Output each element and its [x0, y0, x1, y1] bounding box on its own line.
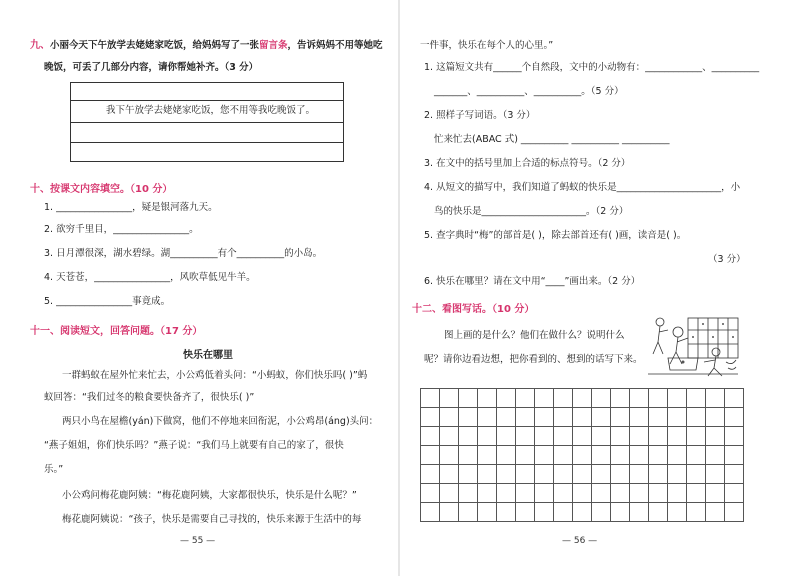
grid-cell[interactable]	[611, 427, 630, 446]
rq-4b: 鸟的快乐是______________________。（2 分）	[434, 206, 629, 217]
grid-cell[interactable]	[516, 503, 535, 522]
grid-cell[interactable]	[725, 503, 744, 522]
grid-cell[interactable]	[668, 446, 687, 465]
grid-cell[interactable]	[630, 446, 649, 465]
grid-cell[interactable]	[687, 389, 706, 408]
grid-cell[interactable]	[554, 503, 573, 522]
rq-2-example: 忙来忙去(ABAC 式) __________ __________ __________	[434, 134, 670, 145]
grid-cell[interactable]	[554, 484, 573, 503]
grid-cell[interactable]	[440, 389, 459, 408]
grid-cell[interactable]	[668, 465, 687, 484]
grid-cell[interactable]	[497, 465, 516, 484]
box-line-2	[70, 100, 344, 101]
story-line-5: 乐。”	[44, 464, 64, 475]
q11-title: 十一、阅读短文，回答问题。（17 分）	[30, 326, 203, 337]
grid-cell[interactable]	[592, 408, 611, 427]
grid-cell[interactable]	[687, 427, 706, 446]
grid-cell[interactable]	[725, 408, 744, 427]
q10-title: 十、按课文内容填空。（10 分）	[30, 184, 173, 195]
grid-cell[interactable]	[516, 484, 535, 503]
grid-cell[interactable]	[478, 389, 497, 408]
grid-cell[interactable]	[611, 446, 630, 465]
rq-1a: 1. 这篇短文共有______个自然段，文中的小动物有：____________、__________	[424, 62, 760, 73]
grid-cell[interactable]	[554, 408, 573, 427]
grid-cell[interactable]	[459, 446, 478, 465]
grid-cell[interactable]	[516, 427, 535, 446]
q10-item-1: 1. ________________，疑是银河落九天。	[44, 202, 218, 213]
grid-cell[interactable]	[573, 427, 592, 446]
grid-cell[interactable]	[440, 446, 459, 465]
grid-cell[interactable]	[440, 484, 459, 503]
grid-cell[interactable]	[706, 408, 725, 427]
grid-cell[interactable]	[592, 503, 611, 522]
grid-cell[interactable]	[535, 484, 554, 503]
grid-cell[interactable]	[649, 408, 668, 427]
grid-cell[interactable]	[611, 408, 630, 427]
grid-cell[interactable]	[478, 408, 497, 427]
grid-cell[interactable]	[649, 446, 668, 465]
grid-cell[interactable]	[592, 484, 611, 503]
grid-cell[interactable]	[554, 446, 573, 465]
page-fold	[398, 0, 400, 576]
grid-cell[interactable]	[687, 465, 706, 484]
grid-cell[interactable]	[573, 446, 592, 465]
grid-cell[interactable]	[421, 427, 440, 446]
grid-cell[interactable]	[535, 427, 554, 446]
grid-cell[interactable]	[535, 503, 554, 522]
grid-cell[interactable]	[497, 446, 516, 465]
grid-cell[interactable]	[478, 503, 497, 522]
rq-6: 6. 快乐在哪里？请在文中用“____”画出来。（2 分）	[424, 276, 641, 287]
message-note-box	[70, 82, 344, 162]
grid-cell[interactable]	[535, 408, 554, 427]
grid-cell[interactable]	[706, 427, 725, 446]
grid-cell[interactable]	[592, 427, 611, 446]
grid-cell[interactable]	[497, 503, 516, 522]
grid-cell[interactable]	[478, 484, 497, 503]
grid-cell[interactable]	[573, 389, 592, 408]
grid-cell[interactable]	[421, 408, 440, 427]
grid-cell[interactable]	[440, 465, 459, 484]
story-line-6: 小公鸡问梅花鹿阿姨：“梅花鹿阿姨，大家都很快乐，快乐是什么呢？”	[62, 490, 357, 501]
grid-cell[interactable]	[516, 446, 535, 465]
grid-cell[interactable]	[497, 389, 516, 408]
grid-cell[interactable]	[668, 427, 687, 446]
rq-4a: 4. 从短文的描写中，我们知道了蚂蚁的快乐是______________________，小	[424, 182, 741, 193]
grid-cell[interactable]	[573, 408, 592, 427]
grid-cell[interactable]	[516, 408, 535, 427]
grid-cell[interactable]	[649, 503, 668, 522]
grid-cell[interactable]	[459, 389, 478, 408]
q10-item-2: 2. 欲穷千里目，________________。	[44, 224, 199, 235]
story-line-1: 一群蚂蚁在屋外忙来忙去，小公鸡低着头问：“小蚂蚁，你们快乐吗( )”蚂	[62, 370, 368, 381]
grid-cell[interactable]	[497, 408, 516, 427]
grid-cell[interactable]	[706, 389, 725, 408]
q10-item-3: 3. 日月潭很深，湖水碧绿。湖__________有个__________的小岛。	[44, 248, 323, 259]
grid-cell[interactable]	[687, 503, 706, 522]
grid-cell[interactable]	[592, 389, 611, 408]
grid-cell[interactable]	[440, 503, 459, 522]
grid-cell[interactable]	[725, 446, 744, 465]
q9-text-a: 小丽今天下午放学去姥姥家吃饭，给妈妈写了一张	[50, 40, 260, 51]
grid-cell[interactable]	[649, 465, 668, 484]
grid-cell[interactable]	[573, 484, 592, 503]
grid-cell[interactable]	[535, 465, 554, 484]
story-line-7: 梅花鹿阿姨说：“孩子，快乐是需要自己寻找的，快乐来源于生活中的每	[62, 514, 362, 525]
grid-cell[interactable]	[535, 389, 554, 408]
grid-cell[interactable]	[630, 408, 649, 427]
story-title: 快乐在哪里	[183, 350, 233, 361]
grid-cell[interactable]	[554, 427, 573, 446]
grid-cell[interactable]	[554, 465, 573, 484]
grid-cell[interactable]	[668, 503, 687, 522]
rq-5: 5. 查字典时“梅”的部首是( )，除去部首还有( )画，读音是( )。	[424, 230, 687, 241]
grid-cell[interactable]	[630, 427, 649, 446]
grid-cell[interactable]	[687, 408, 706, 427]
grid-cell[interactable]	[497, 484, 516, 503]
q10-item-4: 4. 天苍苍，________________，风吹草低见牛羊。	[44, 272, 256, 283]
grid-cell[interactable]	[421, 389, 440, 408]
grid-cell[interactable]	[421, 446, 440, 465]
grid-cell[interactable]	[573, 503, 592, 522]
grid-cell[interactable]	[611, 389, 630, 408]
grid-cell[interactable]	[535, 446, 554, 465]
grid-cell[interactable]	[516, 389, 535, 408]
grid-cell[interactable]	[630, 465, 649, 484]
grid-cell[interactable]	[592, 446, 611, 465]
grid-cell[interactable]	[459, 484, 478, 503]
q12-prompt-2: 呢？请你边看边想，把你看到的、想到的话写下来。	[424, 354, 643, 365]
grid-cell[interactable]	[725, 427, 744, 446]
q9-line-1	[30, 40, 383, 52]
page-number-right: — 56 —	[562, 536, 598, 546]
q10-item-5: 5. ________________事竟成。	[44, 296, 171, 307]
grid-cell[interactable]	[706, 446, 725, 465]
grid-cell[interactable]	[440, 408, 459, 427]
grid-cell[interactable]	[611, 465, 630, 484]
grid-cell[interactable]	[668, 408, 687, 427]
box-line-3	[70, 122, 344, 123]
q9-number: 九、	[30, 40, 50, 51]
grid-cell[interactable]	[611, 484, 630, 503]
grid-cell[interactable]	[725, 389, 744, 408]
grid-cell[interactable]	[630, 484, 649, 503]
grid-cell[interactable]	[725, 484, 744, 503]
page-number-left: — 55 —	[180, 536, 216, 546]
grid-cell[interactable]	[573, 465, 592, 484]
story-line-2: 蚁回答：“我们过冬的粮食要快备齐了，很快乐( )”	[44, 392, 255, 403]
grid-cell[interactable]	[611, 503, 630, 522]
grid-cell[interactable]	[649, 484, 668, 503]
grid-cell[interactable]	[630, 389, 649, 408]
grid-cell[interactable]	[421, 465, 440, 484]
q12-prompt-1: 图上画的是什么？他们在做什么？说明什么	[444, 330, 625, 341]
q9-line-2: 晚饭，可丢了几部分内容，请你帮她补齐。（3 分）	[44, 62, 259, 73]
grid-cell[interactable]	[478, 427, 497, 446]
rq-1b: _______、__________、__________。（5 分）	[434, 86, 624, 97]
grid-cell[interactable]	[725, 465, 744, 484]
grid-cell[interactable]	[687, 446, 706, 465]
q9-text-b: ，告诉妈妈不用等她吃	[287, 40, 383, 51]
grid-cell[interactable]	[459, 408, 478, 427]
box-line-4	[70, 142, 344, 143]
grid-cell[interactable]	[706, 503, 725, 522]
grid-cell[interactable]	[687, 484, 706, 503]
grid-cell[interactable]	[478, 465, 497, 484]
grid-cell[interactable]	[497, 427, 516, 446]
grid-cell[interactable]	[592, 465, 611, 484]
grid-cell[interactable]	[421, 484, 440, 503]
box-line-5	[70, 161, 344, 162]
story-line-3: 两只小鸟在屋檐(yán)下做窝，他们不停地来回衔泥，小公鸡昂(áng)头问：	[62, 416, 379, 427]
grid-cell[interactable]	[649, 427, 668, 446]
grid-cell[interactable]	[630, 503, 649, 522]
grid-cell[interactable]	[478, 446, 497, 465]
rq-2: 2. 照样子写词语。（3 分）	[424, 110, 536, 121]
grid-cell[interactable]	[649, 389, 668, 408]
grid-cell[interactable]	[554, 389, 573, 408]
children-painting-fence-illustration	[638, 312, 742, 378]
grid-cell[interactable]	[421, 503, 440, 522]
grid-cell[interactable]	[440, 427, 459, 446]
grid-cell[interactable]	[459, 465, 478, 484]
grid-cell[interactable]	[668, 389, 687, 408]
grid-cell[interactable]	[706, 465, 725, 484]
rq-3: 3. 在文中的括号里加上合适的标点符号。（2 分）	[424, 158, 631, 169]
grid-cell[interactable]	[706, 484, 725, 503]
note-text: 我下午放学去姥姥家吃饭，您不用等我吃晚饭了。	[106, 105, 316, 116]
grid-cell[interactable]	[459, 427, 478, 446]
story-line-4: “燕子姐姐，你们快乐吗？”燕子说：“我们马上就要有自己的家了，很快	[44, 440, 344, 451]
rq-5-score: （3 分）	[708, 254, 746, 265]
q12-title: 十二、看图写话。（10 分）	[412, 304, 535, 315]
box-line-1	[70, 82, 344, 83]
story-continued: 一件事，快乐在每个人的心里。”	[420, 40, 554, 51]
grid-cell[interactable]	[668, 484, 687, 503]
grid-cell[interactable]	[459, 503, 478, 522]
q9-highlight: 留言条	[259, 40, 288, 51]
grid-cell[interactable]	[516, 465, 535, 484]
